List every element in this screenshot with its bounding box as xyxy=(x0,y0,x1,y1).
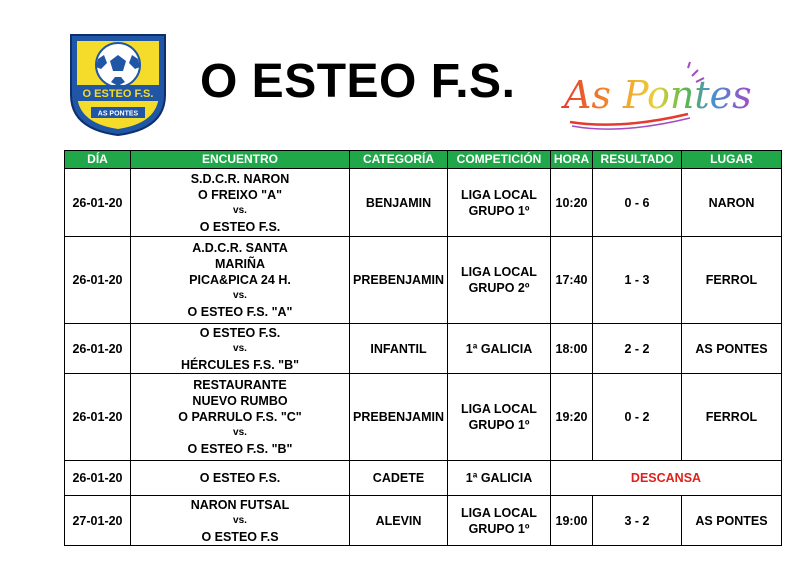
column-header-match: ENCUENTRO xyxy=(131,151,350,169)
category-cell: CADETE xyxy=(350,461,448,496)
time-cell: 10:20 xyxy=(551,169,593,237)
page-title: O ESTEO F.S. xyxy=(200,55,516,108)
match-line: vs. xyxy=(233,514,247,526)
result-cell: 2 - 2 xyxy=(593,324,682,374)
table-row xyxy=(65,374,782,461)
competition-cell xyxy=(448,169,551,237)
result-cell: 3 - 2 xyxy=(593,496,682,546)
match-line: O ESTEO F.S. xyxy=(199,219,281,234)
match-line: O ESTEO F.S. "A" xyxy=(187,305,293,319)
column-header-category: CATEGORÍA xyxy=(350,151,448,169)
day-cell: 26-01-20 xyxy=(65,374,131,461)
category-cell: INFANTIL xyxy=(350,324,448,374)
competition-line: 1ª GALICIA xyxy=(465,341,533,356)
match-line: RESTAURANTE xyxy=(193,378,287,392)
competition-cell xyxy=(448,324,551,374)
day-cell: 26-01-20 xyxy=(65,237,131,324)
match-cell xyxy=(131,169,350,237)
match-cell xyxy=(131,324,350,374)
day-cell: 26-01-20 xyxy=(65,169,131,237)
brand-logo-text: As Pontes xyxy=(564,73,752,117)
match-cell xyxy=(131,237,350,324)
category-cell: ALEVIN xyxy=(350,496,448,546)
soccer-ball-icon xyxy=(96,43,140,87)
competition-line: LIGA LOCAL xyxy=(461,265,537,279)
match-line: S.D.C.R. NARON xyxy=(190,171,290,186)
competition-line: LIGA LOCAL xyxy=(461,505,537,520)
competition-line: GRUPO 1º xyxy=(468,418,530,432)
match-line: vs. xyxy=(233,290,247,301)
time-cell: 17:40 xyxy=(551,237,593,324)
match-line: vs. xyxy=(233,427,247,438)
day-cell: 26-01-20 xyxy=(65,461,131,496)
match-line: NUEVO RUMBO xyxy=(192,394,288,408)
day-cell: 26-01-20 xyxy=(65,324,131,374)
match-line: NARON FUTSAL xyxy=(190,497,290,512)
match-line: O FREIXO "A" xyxy=(197,187,283,202)
competition-cell xyxy=(448,237,551,324)
match-cell xyxy=(131,374,350,461)
match-line: O ESTEO F.S. xyxy=(199,471,281,485)
match-cell xyxy=(131,496,350,546)
competition-cell xyxy=(448,374,551,461)
column-header-competition: COMPETICIÓN xyxy=(448,151,551,169)
match-line: A.D.C.R. SANTA xyxy=(192,241,288,255)
result-cell: 0 - 6 xyxy=(593,169,682,237)
place-cell: FERROL xyxy=(682,374,782,461)
table-row xyxy=(65,169,782,237)
competition-cell xyxy=(448,496,551,546)
place-cell: NARON xyxy=(682,169,782,237)
match-line: vs. xyxy=(233,342,247,354)
match-line: O ESTEO F.S. xyxy=(199,325,281,340)
match-line: vs. xyxy=(233,204,247,216)
as-pontes-brand-logo xyxy=(560,56,752,142)
column-header-time: HORA xyxy=(551,151,593,169)
result-cell: 1 - 3 xyxy=(593,237,682,324)
competition-line: 1ª GALICIA xyxy=(465,471,533,485)
column-header-result: RESULTADO xyxy=(593,151,682,169)
place-cell: FERROL xyxy=(682,237,782,324)
column-header-place: LUGAR xyxy=(682,151,782,169)
match-cell xyxy=(131,461,350,496)
time-cell: 19:00 xyxy=(551,496,593,546)
match-line: MARIÑA xyxy=(215,257,265,271)
table-row xyxy=(65,324,782,374)
time-cell: 19:20 xyxy=(551,374,593,461)
competition-line: GRUPO 2º xyxy=(468,281,530,295)
table-row xyxy=(65,461,782,496)
match-schedule-table xyxy=(64,150,782,546)
place-cell: AS PONTES xyxy=(682,324,782,374)
competition-line: GRUPO 1º xyxy=(468,203,530,218)
competition-line: LIGA LOCAL xyxy=(461,402,537,416)
result-cell: 0 - 2 xyxy=(593,374,682,461)
match-line: O ESTEO F.S. "B" xyxy=(187,442,293,456)
competition-line: LIGA LOCAL xyxy=(461,187,537,202)
place-cell: AS PONTES xyxy=(682,496,782,546)
category-cell: BENJAMIN xyxy=(350,169,448,237)
competition-line: GRUPO 1º xyxy=(468,521,530,536)
column-header-day: DÍA xyxy=(65,151,131,169)
rest-status-cell: DESCANSA xyxy=(551,461,782,496)
match-line: O PARRULO F.S. "C" xyxy=(178,410,302,424)
category-cell: PREBENJAMIN xyxy=(350,237,448,324)
match-line: O ESTEO F.S xyxy=(201,529,279,544)
day-cell: 27-01-20 xyxy=(65,496,131,546)
competition-cell xyxy=(448,461,551,496)
match-line: HÉRCULES F.S. "B" xyxy=(180,357,300,372)
category-cell: PREBENJAMIN xyxy=(350,374,448,461)
table-row xyxy=(65,237,782,324)
table-header-row xyxy=(65,151,782,169)
match-line: PICA&PICA 24 H. xyxy=(189,273,291,287)
crest-top-text: O ESTEO F.S. xyxy=(82,88,154,100)
club-crest-logo xyxy=(63,27,173,137)
time-cell: 18:00 xyxy=(551,324,593,374)
crest-bottom-text: AS PONTES xyxy=(97,110,139,118)
table-row xyxy=(65,496,782,546)
